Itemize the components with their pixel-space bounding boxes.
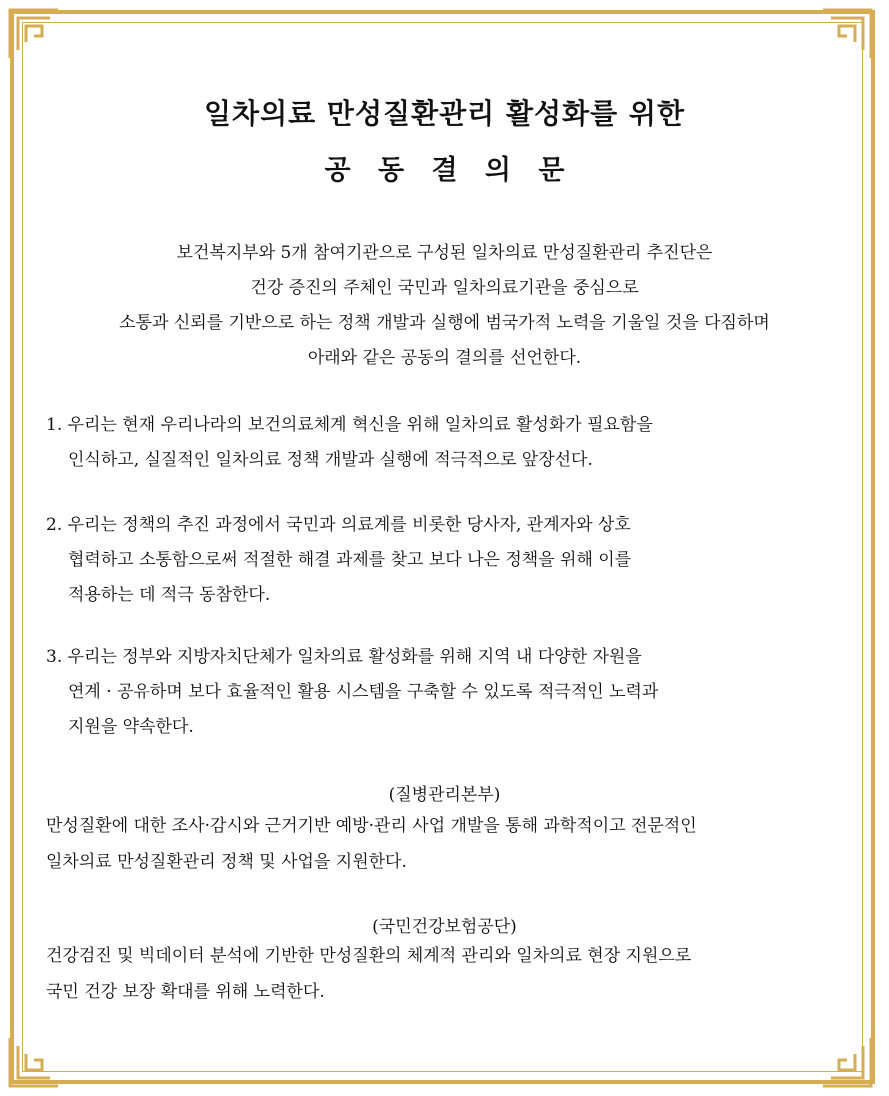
resolution-item-2 [46,508,846,613]
resolution-line: 3. 우리는 정부와 지방자치단체가 일차의료 활성화를 위해 지역 내 다양한 자원을 [46,647,642,667]
org-paragraph-nhis [46,938,846,1010]
document-title: 일차의료 만성질환관리 활성화를 위한 [203,97,685,130]
intro-line: 건강 증진의 주체인 국민과 일차의료기관을 중심으로 [250,278,639,298]
org-line: 국민 건강 보장 확대를 위해 노력한다. [46,982,325,1002]
resolution-item-3 [46,640,846,745]
resolution-line: 인식하고, 실질적인 일차의료 정책 개발과 실행에 적극적으로 앞장선다. [68,450,593,470]
resolution-line: 지원을 약속한다. [68,717,194,737]
resolution-line: 연계 · 공유하며 보다 효율적인 활용 시스템을 구축할 수 있도록 적극적인 노력과 [68,682,659,702]
corner-ornament-icon [819,1034,875,1090]
resolution-line: 1. 우리는 현재 우리나라의 보건의료체계 혁신을 위해 일차의료 활성화가 필요함을 [46,415,653,435]
document-subtitle: 공 동 결 의 문 [324,155,565,186]
corner-ornament-icon [6,1034,62,1090]
resolution-line: 2. 우리는 정책의 추진 과정에서 국민과 의료계를 비롯한 당사자, 관계자와 상호 [46,515,631,535]
org-heading-kdca: (질병관리본부) [388,785,501,805]
intro-line: 보건복지부와 5개 참여기관으로 구성된 일차의료 만성질환관리 추진단은 [176,243,713,263]
org-line: 만성질환에 대한 조사·감시와 근거기반 예방·관리 사업 개발을 통해 과학적이고 전문적인 [46,816,697,836]
corner-ornament-icon [819,6,875,62]
intro-line: 아래와 같은 공동의 결의를 선언한다. [307,348,582,368]
resolution-item-1 [46,408,846,478]
org-paragraph-kdca [46,808,846,880]
org-line: 건강검진 및 빅데이터 분석에 기반한 만성질환의 체계적 관리와 일차의료 현장 지원으로 [46,946,692,966]
intro-paragraph [40,236,849,376]
resolution-line: 협력하고 소통함으로써 적절한 해결 과제를 찾고 보다 나은 정책을 위해 이를 [68,550,632,570]
corner-ornament-icon [6,6,62,62]
org-heading-nhis: (국민건강보험공단) [372,917,517,937]
intro-line: 소통과 신뢰를 기반으로 하는 정책 개발과 실행에 범국가적 노력을 기울일 것을 다짐하며 [119,313,770,333]
resolution-line: 적용하는 데 적극 동참한다. [68,585,271,605]
org-line: 일차의료 만성질환관리 정책 및 사업을 지원한다. [46,852,407,872]
